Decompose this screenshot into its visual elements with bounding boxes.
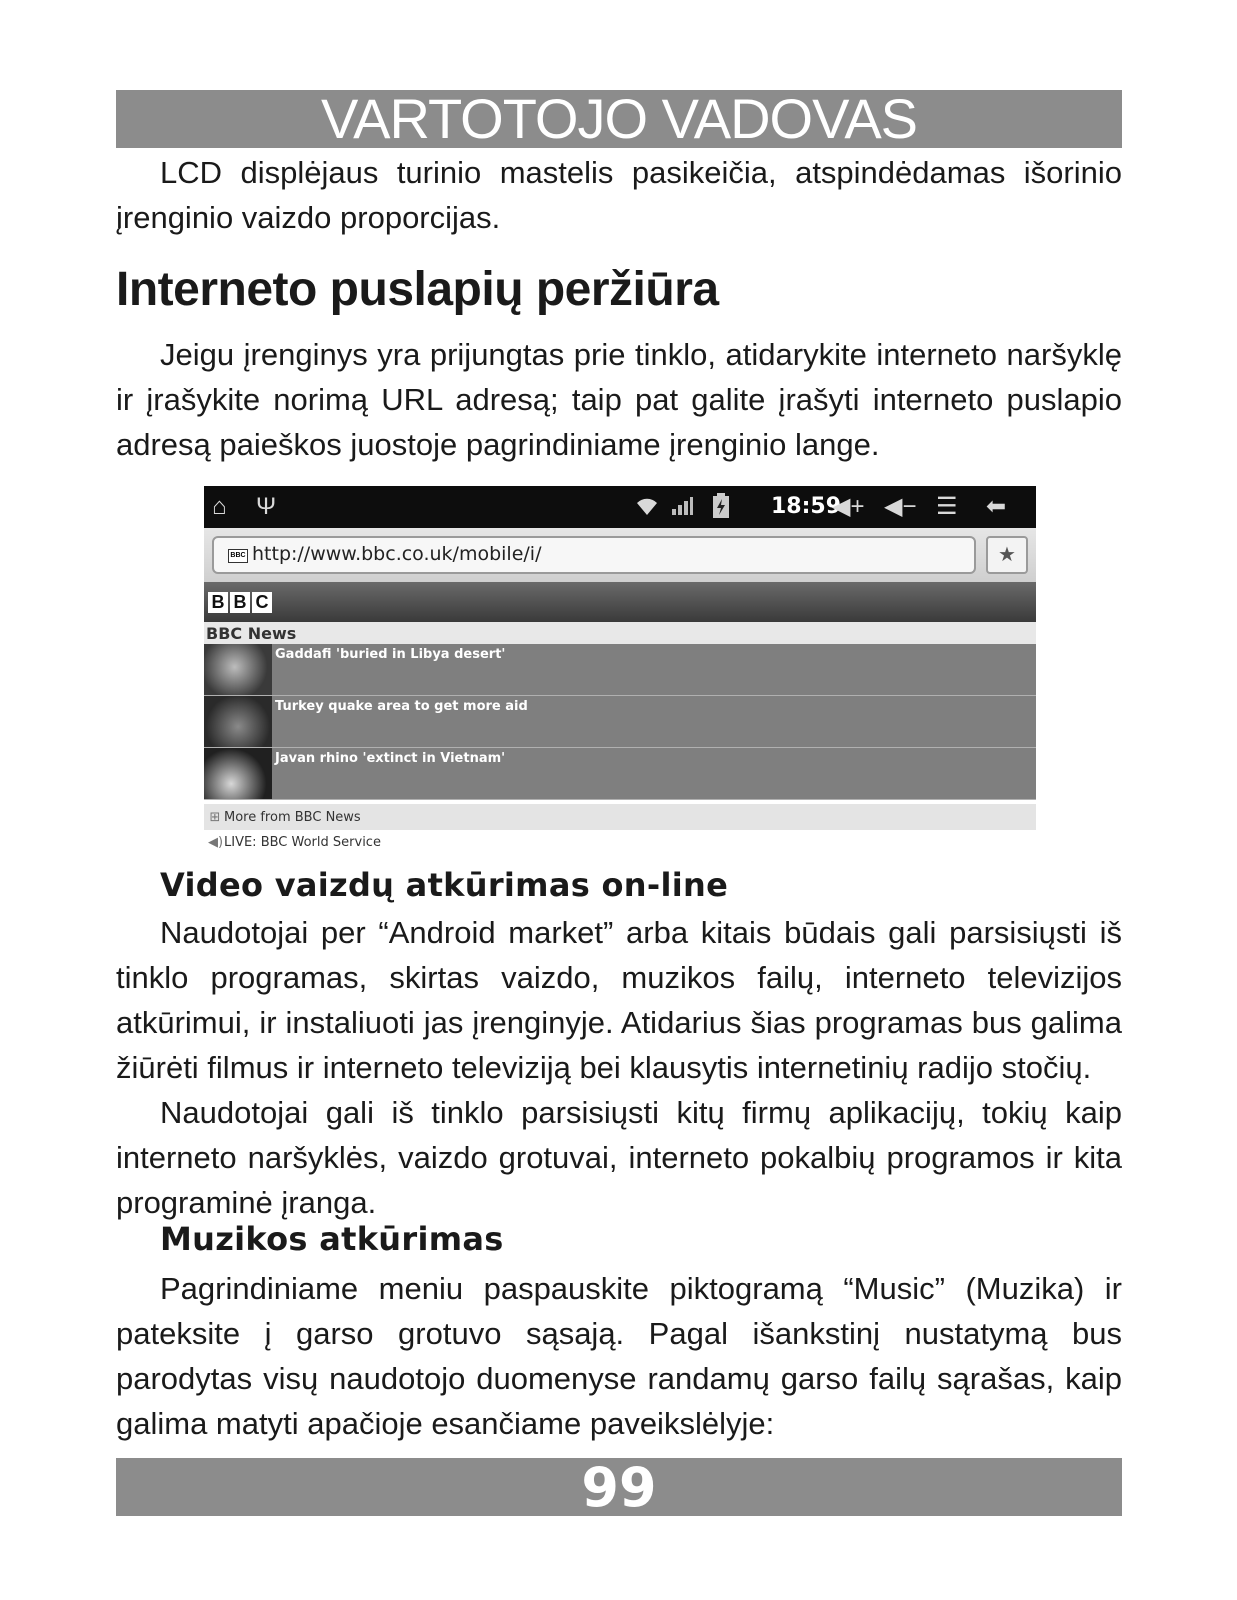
volume-up-icon[interactable]: ◀+ [832,493,865,520]
section-title: Interneto puslapių peržiūra [116,263,719,316]
bbc-logo-letter: C [252,592,272,613]
url-input[interactable] [212,536,976,574]
bbc-logo[interactable] [208,592,274,613]
section-body [116,332,1122,467]
video-paragraph-2: Naudotojai gali iš tinklo parsisiųsti kitų firmų aplikacijų, tokių kaip interneto naršyklės, vaizdo grotuvai, interneto pokalbių programos ir kita programinė įranga. [116,1095,1122,1220]
intro-text [116,150,1122,240]
video-title: Video vaizdų atkūrimas on-line [160,866,729,904]
video-paragraph-1: Naudotojai per “Android market” arba kitais būdais gali parsisiųsti iš tinklo programas, skirtas vaizdo, muzikos failų, interneto televizijos atkūrimui, ir instaliuoti jas įrenginyje. Atidarius šias programas bus galima žiūrėti filmus ir interneto televiziją bei klausytis internetinių radijo stočių. [116,915,1122,1085]
music-title: Muzikos atkūrimas [160,1220,504,1258]
url-text: http://www.bbc.co.uk/mobile/i/ [252,543,542,565]
news-item[interactable] [204,644,1036,696]
live-radio-label: LIVE: BBC World Service [224,835,381,850]
news-item[interactable] [204,696,1036,748]
bbc-logo-letter: B [230,592,250,613]
usb-icon: Ψ [256,493,277,520]
intro-paragraph: LCD displėjaus turinio mastelis pasikeičia, atspindėdamas išorinio įrenginio vaizdo proporcijas. [116,155,1122,235]
news-section-label: BBC News [204,622,1036,644]
section-paragraph: Jeigu įrenginys yra prijungtas prie tinklo, atidarykite interneto naršyklę ir įrašykite norimą URL adresą; taip pat galite įrašyti interneto puslapio adresą paieškos juostoje pagrindiniame įrenginio lange. [116,337,1122,462]
plus-icon: ⊞ [209,810,221,825]
bookmark-button[interactable] [986,536,1028,574]
home-icon[interactable]: ⌂ [212,493,227,520]
url-toolbar [204,528,1036,582]
music-body [116,1266,1122,1446]
bbc-favicon-icon: BBC [228,549,248,563]
bookmark-star-icon: ★ [998,544,1016,566]
live-radio-link[interactable] [204,830,1036,856]
news-list [204,644,1036,800]
more-news-link[interactable] [204,804,1036,830]
menu-icon[interactable]: ☰ [936,493,958,520]
battery-icon [712,493,730,521]
browser-screenshot [204,486,1036,862]
more-news-label: More from BBC News [224,810,361,825]
bbc-header [204,582,1036,622]
speaker-icon: ◀) [208,835,224,850]
news-thumbnail [204,696,272,747]
signal-icon [670,493,694,521]
news-headline: Turkey quake area to get more aid [275,699,528,714]
news-item[interactable] [204,748,1036,800]
news-headline: Javan rhino 'extinct in Vietnam' [275,751,506,766]
volume-down-icon[interactable]: ◀− [884,493,917,520]
back-icon[interactable]: ⬅ [986,493,1007,520]
music-paragraph: Pagrindiniame meniu paspauskite piktogramą “Music” (Muzika) ir pateksite į garso grotuvo sąsają. Pagal išankstinį nustatymą bus parodytas visų naudotojo duomenyse randamų garso failų sąrašas, kaip galima matyti apačioje esančiame paveikslėlyje: [116,1271,1122,1441]
news-headline: Gaddafi 'buried in Libya desert' [275,647,506,662]
news-thumbnail [204,748,272,799]
bbc-logo-letter: B [208,592,228,613]
wifi-icon [634,493,660,521]
page-header: VARTOTOJO VADOVAS [116,90,1122,148]
status-bar [204,486,1036,528]
status-clock: 18:59 [771,494,842,519]
news-thumbnail [204,644,272,695]
page-number: 99 [116,1458,1122,1516]
video-body [116,910,1122,1225]
